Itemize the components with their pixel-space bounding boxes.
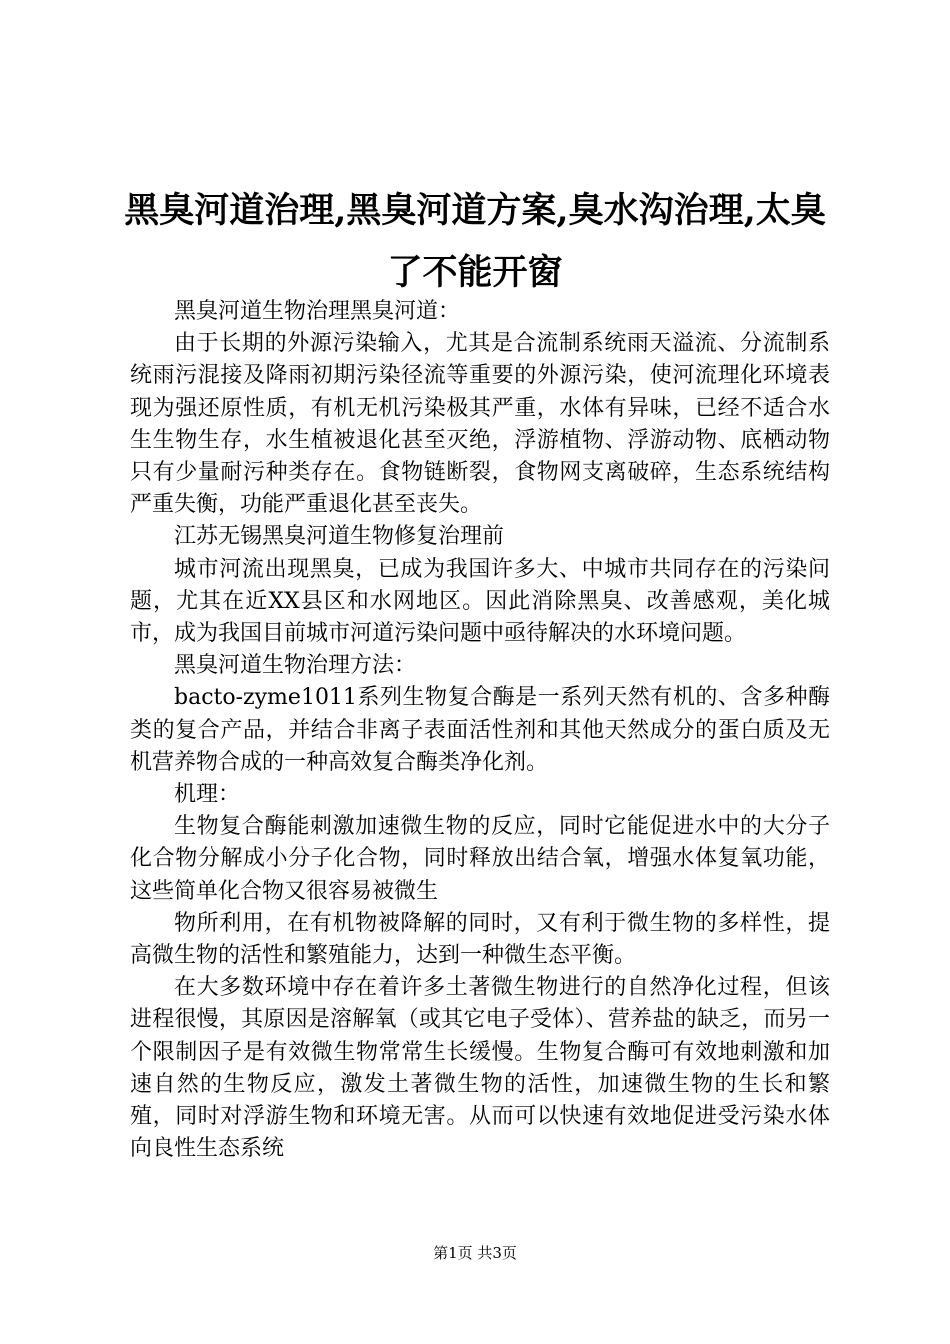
page-footer: 第1页 共3页: [433, 1244, 517, 1262]
paragraph: 江苏无锡黑臭河道生物修复治理前: [174, 524, 505, 550]
paragraph: 城市河流出现黑臭，已成为我国许多大、中城市共同存在的污染问题，尤其在近XX县区和水网地区。因此消除黑臭、改善感观，美化城市，成为我国目前城市河道污染问题中亟待解决的水环境问题。: [130, 556, 830, 647]
paragraph: 黑臭河道生物治理方法：: [174, 653, 417, 679]
paragraph: bacto-zyme1011系列生物复合酶是一系列天然有机的、含多种酶类的复合产品，并结合非离子表面活性剂和其他天然成分的蛋白质及无机营养物合成的一种高效复合酶类净化剂。: [130, 685, 830, 775]
paragraph: 物所利用，在有机物被降解的同时，又有利于微生物的多样性，提高微生物的活性和繁殖能力，达到一种微生态平衡。: [130, 910, 830, 969]
paragraph: 生物复合酶能刺激加速微生物的反应，同时它能促进水中的大分子化合物分解成小分子化合物，同时释放出结合氧，增强水体复氧功能，这些简单化合物又很容易被微生: [130, 814, 830, 904]
paragraph: 由于长期的外源污染输入，尤其是合流制系统雨天溢流、分流制系统雨污混接及降雨初期污染径流等重要的外源污染，使河流理化环境表现为强还原性质，有机无机污染极其严重，水体有异味，已经不适合水生生物生存，水生植被退化甚至灭绝，浮游植物、浮游动物、底栖动物只有少量耐污种类存在。食物链断裂，食物网支离破碎，生态系统结构严重失衡，功能严重退化甚至丧失。: [130, 331, 830, 518]
paragraph: 机理：: [174, 782, 241, 808]
paragraph: 在大多数环境中存在着许多土著微生物进行的自然净化过程，但该进程很慢，其原因是溶解氧（或其它电子受体）、营养盐的缺乏，而另一个限制因子是有效微生物常常生长缓慢。生物复合酶可有效地刺激和加速自然的生物反应，激发土著微生物的活性，加速微生物的生长和繁殖，同时对浮游生物和环境无害。从而可以快速有效地促进受污染水体向良性生态系统: [130, 975, 830, 1162]
document-title: 黑臭河道治理,黑臭河道方案,臭水沟治理,太臭了不能开窗: [124, 190, 826, 293]
document-body: [130, 296, 830, 1165]
paragraph: 黑臭河道生物治理黑臭河道：: [174, 299, 461, 324]
